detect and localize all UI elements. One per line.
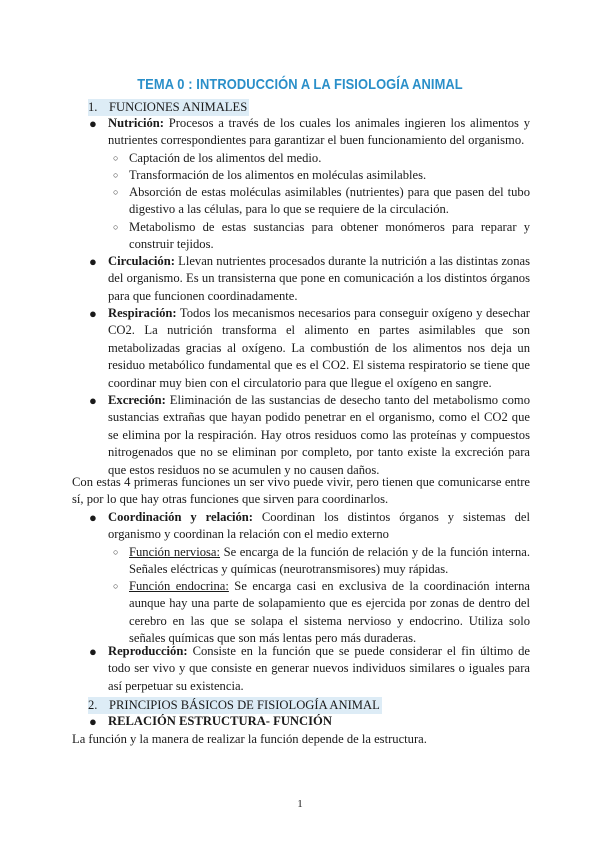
section-heading-2 (88, 697, 382, 714)
item-label: Nutrición: (108, 116, 164, 130)
bullet-icon: ● (89, 510, 97, 525)
bullet-icon: ● (89, 116, 97, 131)
bullet-icon: ● (89, 254, 97, 269)
sub-item-text: Metabolismo de estas sustancias para obtener monómeros para reparar y construir tejidos. (129, 220, 530, 252)
sub-item-funcion-endocrina (113, 578, 531, 648)
bullet-icon: ● (89, 306, 97, 321)
sub-item (113, 219, 530, 254)
section-number: 2. (88, 698, 98, 712)
item-text: Llevan nutrientes procesados durante la nutrición a las distintas zonas del organismo. Es un transisterna que pone en comunicación a los distintos órganos para que funcionen coordinadamente. (108, 254, 530, 303)
circle-bullet-icon: ○ (113, 187, 119, 197)
item-label: Reproducción: (108, 644, 188, 658)
item-label: Circulación: (108, 254, 175, 268)
item-text: Coordinan los distintos órganos y sistemas del organismo y coordinan la relación con el medio externo (108, 510, 530, 542)
sub-item-text: Se encarga de la función de relación y de la función interna. Señales eléctricas y químicas (neurotransmisores) muy rápidas. (129, 545, 530, 577)
page-title: TEMA 0 : INTRODUCCIÓN A LA FISIOLOGÍA ANIMAL (137, 76, 463, 93)
bullet-icon: ● (89, 644, 97, 659)
sub-item-text: Absorción de estas moléculas asimilables (nutrientes) para que pasen del tubo digestivo a las células, para lo que se requiere de la circulación. (129, 185, 530, 217)
circle-bullet-icon: ○ (113, 170, 119, 180)
circle-bullet-icon: ○ (113, 222, 119, 232)
section-number: 1. (88, 100, 98, 114)
item-label: Excreción: (108, 393, 166, 407)
sub-item-text: Transformación de los alimentos en moléculas asimilables. (129, 168, 427, 182)
item-text: Todos los mecanismos necesarios para conseguir oxígeno y desechar CO2. La nutrición transforma el alimento en partes asimilables que son metabolizadas gracias al oxígeno. La combustión de los alimentos nos deja un residuo metabólico fundamental que es el CO2. El sistema respiratorio se tiene que coordinar muy bien con el circulatorio para que llegue el oxígeno en sangre. (108, 306, 530, 390)
item-text: Procesos a través de los cuales los animales ingieren los alimentos y nutrientes correspondientes para garantizar el buen funcionamiento del organismo. (108, 116, 530, 148)
sub-item-text: Captación de los alimentos del medio. (129, 151, 322, 165)
item-label: RELACIÓN ESTRUCTURA- FUNCIÓN (108, 714, 332, 728)
sub-item (113, 167, 530, 184)
sub-item (113, 150, 530, 167)
page-number: 1 (297, 798, 303, 810)
list-item-coordinacion (89, 509, 530, 544)
list-item-relacion (89, 713, 530, 730)
circle-bullet-icon: ○ (113, 153, 119, 163)
item-text: Consiste en la función que se puede considerar el fin último de todo ser vivo y que consiste en generar nuevos individuos similares o iguales para así perpetuar su existencia. (108, 644, 530, 693)
circle-bullet-icon: ○ (113, 547, 119, 557)
section-heading-text: FUNCIONES ANIMALES (109, 100, 248, 114)
bullet-icon: ● (89, 393, 97, 408)
list-item-circulacion (89, 253, 530, 305)
sub-item (113, 184, 530, 219)
intro-paragraph: Con estas 4 primeras funciones un ser vivo puede vivir, pero tienen que comunicarse entre sí, por lo que hay otras funciones que sirven para coordinarlos. (72, 475, 530, 507)
section-heading-1 (88, 99, 249, 116)
bullet-icon: ● (89, 714, 97, 729)
circle-bullet-icon: ○ (113, 581, 119, 591)
final-paragraph: La función y la manera de realizar la función depende de la estructura. (72, 732, 427, 746)
sub-item-funcion-nerviosa (113, 544, 530, 579)
item-text: Eliminación de las sustancias de desecho tanto del metabolismo como sustancias extrañas que hayan podido penetrar en el organismo, como el CO2 que se elimina por la respiración. Hay otros residuos como las proteínas y compuestos nitrogenados que no se eliminan por completo, por tanto existe la excreción para que estos residuos no se acumulen y no causen daños. (108, 393, 530, 477)
section-heading-text: PRINCIPIOS BÁSICOS DE FISIOLOGÍA ANIMAL (109, 698, 380, 712)
sub-item-label: Función endocrina: (129, 579, 229, 593)
item-label: Coordinación y relación: (108, 510, 253, 524)
list-item-respiracion (89, 305, 530, 392)
sub-item-label: Función nerviosa: (129, 545, 221, 559)
list-item-excrecion (89, 392, 530, 479)
list-item-reproduccion (89, 643, 530, 695)
list-item-nutricion (89, 115, 530, 150)
item-label: Respiración: (108, 306, 177, 320)
sub-item-text: Se encarga casi en exclusiva de la coordinación interna aunque hay una parte de solapamiento que es ejercida por zonas de dentro del cerebro en las que se solapa el sistema nervioso y endocrino. Utiliza solo señales químicas que son más lentas pero más duraderas. (129, 579, 531, 646)
